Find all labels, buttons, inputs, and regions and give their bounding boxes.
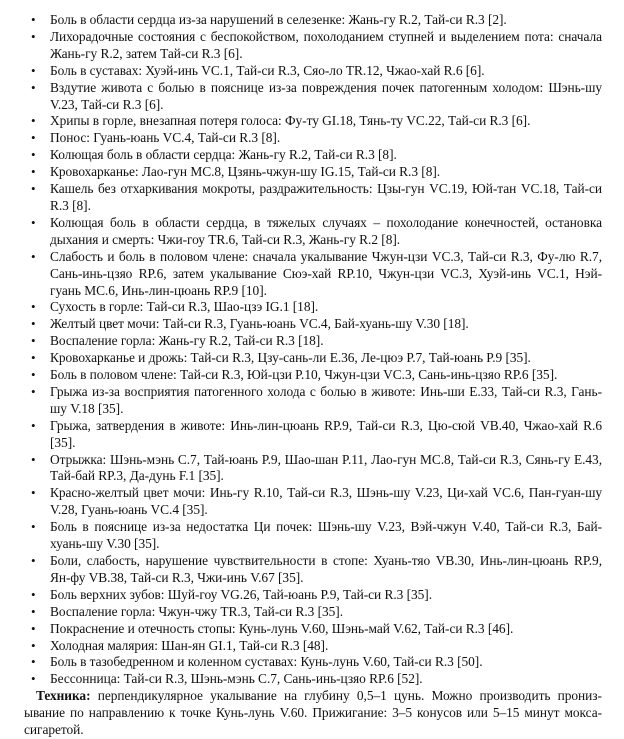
list-item-text: Бессонница: Тай-си R.3, Шэнь-мэнь С.7, Сань-инь-цзяо RP.6 [52]. xyxy=(50,671,423,687)
indications-list xyxy=(24,12,602,688)
list-item-text: Колющая боль в области сердца: Жань-гу R.2, Тай-си R.3 [8]. xyxy=(50,147,397,163)
bullet-icon: • xyxy=(31,451,36,467)
list-item xyxy=(24,63,602,80)
bullet-icon: • xyxy=(31,671,36,687)
list-item xyxy=(24,29,602,63)
bullet-icon: • xyxy=(31,113,36,129)
list-item-text: Лихорадочные состояния с беспокойством, похолоданием ступней и выделением пота: сначала Жань-гу R.2, затем Тай-си R.3 [6]. xyxy=(50,28,602,61)
bullet-icon: • xyxy=(31,586,36,602)
bullet-icon: • xyxy=(31,12,36,27)
list-item-text: Боль в тазобедренном и коленном суставах: Кунь-лунь V.60, Тай-си R.3 [50]. xyxy=(50,654,483,670)
list-item-text: Кровохарканье и дрожь: Тай-си R.3, Цзу-сань-ли Е.36, Ле-цюэ P.7, Тай-юань P.9 [35]. xyxy=(50,350,531,366)
technique-paragraph xyxy=(24,688,602,739)
list-item xyxy=(24,113,602,130)
list-item xyxy=(24,519,602,553)
list-item-text: Боль в половом члене: Тай-си R.3, Юй-цзи P.10, Чжун-цзи VC.3, Сань-инь-цзяо RP.6 [35]. xyxy=(50,367,558,383)
list-item-text: Грыжа, затвердения в животе: Инь-лин-цюань RP.9, Тай-си R.3, Цю-сюй VB.40, Чжао-хай R.6 [35]. xyxy=(50,417,602,450)
list-item-text: Кашель без отхаркивания мокроты, раздражительность: Цзы-гун VC.19, Юй-тан VC.18, Тай-си R.3 [8]. xyxy=(50,181,602,213)
list-item-text: Красно-желтый цвет мочи: Инь-гу R.10, Тай-си R.3, Шэнь-шу V.23, Ци-хай VC.6, Пан-гуан-шу V.28, Гуань-юань VC.4 [35]. xyxy=(50,485,602,518)
list-item-text: Боль верхних зубов: Шуй-гоу VG.26, Тай-юань P.9, Тай-си R.3 [35]. xyxy=(50,586,432,602)
technique-text: перпендикулярное укалывание на глубину 0,5–1 цунь. Можно производить пронизывание по направлению к точке Кунь-лунь V.60. Прижигание: 3–5 конусов или 5–15 минут мокса-сигаретой. xyxy=(24,688,602,738)
bullet-icon: • xyxy=(31,164,36,180)
list-item xyxy=(24,181,602,215)
bullet-icon: • xyxy=(31,299,36,315)
list-item xyxy=(24,367,602,384)
list-item-text: Боли, слабость, нарушение чувствительности в стопе: Хуань-тяо VB.30, Инь-лин-цюань RP.9, Ян-фу VB.38, Тай-си R.3, Чжи-инь V.67 [35]. xyxy=(50,553,602,585)
list-item-text: Колющая боль в области сердца, в тяжелых случаях – похолодание конечностей, остановка дыхания и смерть: Чжи-гоу TR.6, Тай-си R.3, Жань-гу R.2 [8]. xyxy=(50,214,602,247)
list-item xyxy=(24,418,602,452)
bullet-icon: • xyxy=(31,553,36,568)
bullet-icon: • xyxy=(31,130,36,146)
bullet-icon: • xyxy=(31,383,36,399)
list-item-text: Воспаление горла: Жань-гу R.2, Тай-си R.3 [18]. xyxy=(50,333,324,349)
list-item xyxy=(24,384,602,418)
bullet-icon: • xyxy=(31,28,36,44)
list-item-text: Холодная малярия: Шан-ян GI.1, Тай-си R.3 [48]. xyxy=(50,637,329,653)
bullet-icon: • xyxy=(31,214,36,230)
list-item xyxy=(24,553,602,587)
list-item xyxy=(24,12,602,29)
list-item-text: Сухость в горле: Тай-си R.3, Шао-цзэ IG.1 [18]. xyxy=(50,299,319,315)
list-item xyxy=(24,671,602,688)
bullet-icon: • xyxy=(31,333,36,349)
bullet-icon: • xyxy=(31,620,36,636)
list-item-text: Покраснение и отечность стопы: Кунь-лунь V.60, Шэнь-май V.62, Тай-си R.3 [46]. xyxy=(50,620,514,636)
list-item-text: Воспаление горла: Чжун-чжу TR.3, Тай-си R.3 [35]. xyxy=(50,603,344,619)
bullet-icon: • xyxy=(31,637,36,653)
list-item xyxy=(24,164,602,181)
list-item xyxy=(24,485,602,519)
list-item-text: Хрипы в горле, внезапная потеря голоса: Фу-ту GI.18, Тянь-ту VC.22, Тай-си R.3 [6]. xyxy=(50,113,531,129)
list-item xyxy=(24,350,602,367)
bullet-icon: • xyxy=(31,147,36,163)
bullet-icon: • xyxy=(31,79,36,95)
list-item xyxy=(24,215,602,249)
list-item xyxy=(24,299,602,316)
list-item xyxy=(24,638,602,655)
bullet-icon: • xyxy=(31,316,36,332)
list-item-text: Отрыжка: Шэнь-мэнь С.7, Тай-юань P.9, Шао-шан P.11, Лао-гун МС.8, Тай-си R.3, Сянь-гу Е.43, Тай-бай RP.3, Да-дунь F.1 [35]. xyxy=(50,451,602,484)
bullet-icon: • xyxy=(31,519,36,535)
list-item-text: Понос: Гуань-юань VC.4, Тай-си R.3 [8]. xyxy=(50,130,281,146)
list-item xyxy=(24,621,602,638)
list-item xyxy=(24,316,602,333)
list-item-text: Желтый цвет мочи: Тай-си R.3, Гуань-юань VC.4, Бай-хуань-шу V.30 [18]. xyxy=(50,316,469,332)
list-item xyxy=(24,130,602,147)
list-item-text: Вздутие живота с болью в пояснице из-за повреждения почек патогенным холодом: Шэнь-шу V.23, Тай-си R.3 [6]. xyxy=(50,79,602,112)
list-item xyxy=(24,249,602,300)
bullet-icon: • xyxy=(31,181,36,197)
list-item-text: Грыжа из-за восприятия патогенного холода с болью в животе: Инь-ши Е.33, Тай-си R.3, Гань-шу V.18 [35]. xyxy=(50,383,602,416)
bullet-icon: • xyxy=(31,367,36,383)
list-item xyxy=(24,604,602,621)
list-item xyxy=(24,587,602,604)
list-item-text: Кровохарканье: Лао-гун МС.8, Цзянь-чжун-шу IG.15, Тай-си R.3 [8]. xyxy=(50,164,441,180)
bullet-icon: • xyxy=(31,654,36,670)
list-item xyxy=(24,80,602,114)
bullet-icon: • xyxy=(31,603,36,619)
list-item xyxy=(24,333,602,350)
bullet-icon: • xyxy=(31,62,36,78)
list-item-text: Боль в суставах: Хуэй-инь VC.1, Тай-си R.3, Сяо-ло TR.12, Чжао-хай R.6 [6]. xyxy=(50,62,485,78)
bullet-icon: • xyxy=(31,248,36,264)
list-item-text: Боль в области сердца из-за нарушений в селезенке: Жань-гу R.2, Тай-си R.3 [2]. xyxy=(50,12,507,27)
list-item-text: Слабость и боль в половом члене: сначала укалывание Чжун-цзи VC.3, Тай-си R.3, Фу-лю R.7, Сань-инь-цзяо RP.6, затем укалывание Сюэ-хай RP.10, Чжун-цзи VC.3, Хуэй-инь VC.1, Нэй-гуань МС.6, Инь-лин-цюань RP.9 [10]. xyxy=(50,248,602,298)
technique-label: Техника: xyxy=(36,688,91,704)
list-item xyxy=(24,452,602,486)
list-item xyxy=(24,147,602,164)
list-item xyxy=(24,654,602,671)
bullet-icon: • xyxy=(31,350,36,366)
bullet-icon: • xyxy=(31,485,36,501)
list-item-text: Боль в пояснице из-за недостатка Ци почек: Шэнь-шу V.23, Вэй-чжун V.40, Тай-си R.3, Бай-хуань-шу V.30 [35]. xyxy=(50,519,602,552)
bullet-icon: • xyxy=(31,417,36,433)
